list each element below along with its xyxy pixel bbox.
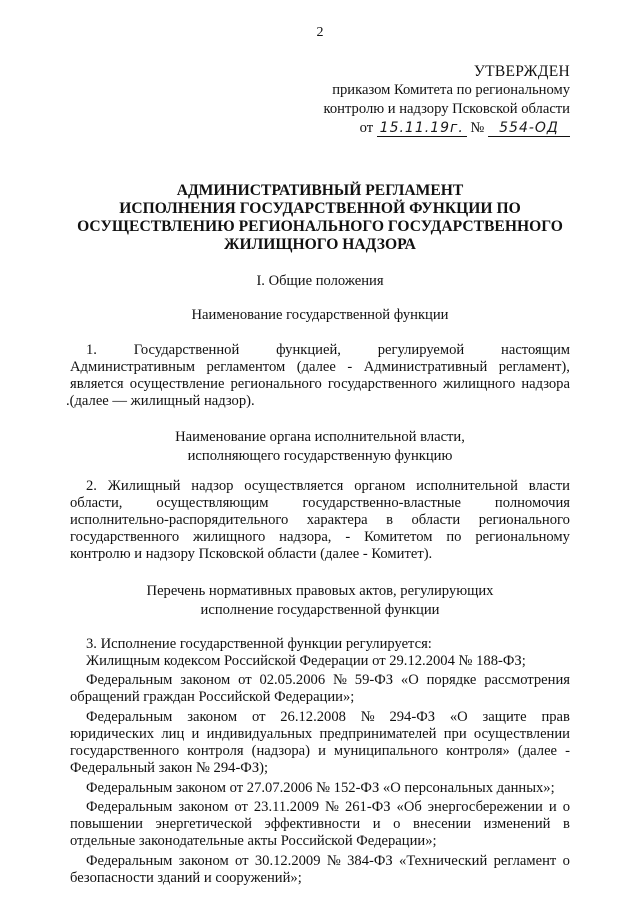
word: «Технический	[399, 853, 488, 869]
paragraph-last-line: обращений граждан Российской Федерации»;	[70, 689, 355, 705]
word: власти	[528, 478, 570, 494]
word: от	[251, 709, 266, 725]
approval-line-1: приказом Комитета по региональному	[332, 82, 570, 98]
approval-number-handwritten: 554-ОД	[499, 120, 559, 136]
word: контроля»	[446, 743, 510, 759]
law-item	[70, 799, 570, 850]
approval-date-number-line	[290, 119, 570, 138]
title-line: АДМИНИСТРАТИВНЫЙ РЕГЛАМЕНТ	[176, 182, 464, 199]
word: «О	[400, 672, 419, 688]
word: жилищного	[193, 529, 266, 545]
approval-header: УТВЕРЖДЕН	[473, 63, 570, 80]
title-line: ИСПОЛНЕНИЯ ГОСУДАРСТВЕННОЙ ФУНКЦИИ ПО	[119, 200, 521, 217]
word: регламентом	[206, 359, 286, 375]
subsection-title-line: Наименование органа исполнительной власти,	[175, 429, 465, 445]
word: №	[360, 709, 375, 725]
word: регламент	[493, 853, 557, 869]
word: (надзора)	[251, 743, 311, 759]
word: 1.	[86, 342, 97, 358]
word: региональному	[475, 529, 570, 545]
word: Комитетом	[364, 529, 433, 545]
section-title: I. Общие положения	[256, 273, 384, 289]
law-item: Федеральным законом от 27.07.2006 № 152-ФЗ «О персональных данных»;	[86, 780, 555, 796]
number-prefix: №	[470, 120, 485, 136]
word: «Об	[396, 799, 422, 815]
word: государственно-властные	[302, 495, 461, 511]
word: 23.11.2009	[253, 799, 319, 815]
word: осуществление	[129, 376, 225, 392]
word: регионального	[478, 512, 570, 528]
title-line: ОСУЩЕСТВЛЕНИЮ РЕГИОНАЛЬНОГО ГОСУДАРСТВЕННОГО	[77, 218, 563, 235]
word: жилищного	[443, 376, 516, 392]
word: характера	[306, 512, 368, 528]
word: исполнительно-распорядительного	[70, 512, 289, 528]
justified-line	[70, 529, 570, 546]
word: государственного	[70, 529, 180, 545]
justified-line	[70, 672, 570, 689]
word: 59-ФЗ	[354, 672, 394, 688]
word: 384-ФЗ	[347, 853, 393, 869]
word: регулируемой	[377, 342, 465, 358]
justified-line	[70, 359, 570, 376]
word: -	[345, 529, 351, 545]
justified-line	[70, 376, 570, 393]
word: о	[393, 816, 401, 832]
word: полномочия	[494, 495, 570, 511]
word: законом	[178, 799, 229, 815]
word: исполнительной	[416, 478, 518, 494]
word: (далее	[517, 743, 558, 759]
word: повышении	[70, 816, 143, 832]
word: от	[238, 672, 252, 688]
justified-line	[70, 853, 570, 870]
word: Административный	[363, 359, 488, 375]
word: является	[70, 376, 124, 392]
word: настоящим	[501, 342, 570, 358]
word: о	[562, 799, 570, 815]
word: надзора,	[279, 529, 332, 545]
law-item: Жилищным кодексом Российской Федерации от 29.12.2004 № 188-ФЗ;	[86, 653, 526, 669]
word: и	[191, 726, 200, 742]
word: и	[372, 816, 381, 832]
word: внесении	[412, 816, 472, 832]
subsection-title: Наименование государственной функции	[191, 307, 449, 323]
justified-line	[70, 816, 570, 833]
subsection-title-line: Перечень нормативных правовых актов, регулирующих	[146, 583, 494, 599]
word: (далее	[296, 359, 336, 375]
document-title	[60, 182, 580, 254]
word: области	[411, 512, 461, 528]
word: №	[325, 799, 339, 815]
word: прав	[541, 709, 570, 725]
word: №	[332, 672, 347, 688]
subsection-title-line: исполняющего государственную функцию	[187, 448, 453, 464]
word: юридических	[70, 726, 155, 742]
word: изменений	[483, 816, 551, 832]
list-intro: 3. Исполнение государственной функции регулируется:	[86, 636, 432, 652]
word: законом	[178, 853, 229, 869]
word: лиц	[161, 726, 185, 742]
word: 26.12.2008	[280, 709, 346, 725]
word: законом	[180, 672, 231, 688]
approval-line-2: контролю и надзору Псковской области	[323, 101, 570, 117]
word: области,	[70, 495, 123, 511]
approval-stamp	[290, 62, 570, 138]
word: о	[562, 853, 570, 869]
word: Федеральным	[86, 672, 173, 688]
word: муниципального	[333, 743, 439, 759]
subsection-title-line: исполнение государственной функции	[200, 602, 440, 618]
paragraph-last-line: контролю и надзору Псковской области (далее - Комитет).	[70, 546, 433, 562]
word: контроля	[187, 743, 244, 759]
word: Административным	[70, 359, 195, 375]
justified-line	[70, 512, 570, 529]
word: Федеральным	[86, 709, 173, 725]
paragraph-last-line: отдельные законодательные акты Российской Федерации»;	[70, 833, 437, 849]
word: рассмотрения	[484, 672, 570, 688]
word: от	[234, 799, 248, 815]
word: в	[386, 512, 393, 528]
word: №	[326, 853, 341, 869]
word: осуществлении	[473, 726, 570, 742]
word: Федеральным	[86, 799, 173, 815]
word: 30.12.2009	[254, 853, 321, 869]
section-heading	[60, 272, 580, 291]
paragraph-3	[70, 636, 570, 887]
word: порядке	[426, 672, 477, 688]
word: Государственной	[133, 342, 240, 358]
word: Федеральным	[86, 853, 173, 869]
word: надзора	[521, 376, 570, 392]
word: и	[548, 799, 557, 815]
word: эффективности	[264, 816, 361, 832]
date-prefix: от	[359, 120, 374, 136]
word: предпринимателей	[319, 726, 437, 742]
word: 02.05.2006	[259, 672, 326, 688]
word: 294-ФЗ	[389, 709, 436, 725]
justified-line	[70, 342, 570, 359]
paragraph-last-line: Федеральный закон № 294-ФЗ);	[70, 760, 269, 776]
title-line: ЖИЛИЩНОГО НАДЗОРА	[224, 236, 416, 253]
word: защите	[482, 709, 527, 725]
word: по	[446, 529, 462, 545]
word: энергетической	[155, 816, 252, 832]
approval-number-field	[488, 121, 570, 137]
justified-line	[70, 726, 570, 743]
word: «О	[449, 709, 468, 725]
word: регионального	[230, 376, 322, 392]
word: Жилищный	[107, 478, 181, 494]
justified-line	[70, 709, 570, 726]
word: 261-ФЗ	[344, 799, 391, 815]
justified-line	[70, 799, 570, 816]
word: при	[443, 726, 467, 742]
subsection-heading-1	[60, 306, 580, 325]
law-item	[70, 853, 570, 887]
word: 2.	[86, 478, 97, 494]
justified-line	[70, 495, 570, 512]
subsection-heading-2	[60, 428, 580, 466]
word: -	[565, 743, 570, 759]
page-number: 2	[316, 25, 324, 40]
word: регламент),	[498, 359, 570, 375]
word: от	[235, 853, 249, 869]
word: осуществляющим	[156, 495, 269, 511]
paragraph-last-line: безопасности зданий и сооружений»;	[70, 870, 302, 886]
word: в	[563, 816, 570, 832]
word: государственного	[327, 376, 437, 392]
word: индивидуальных	[206, 726, 313, 742]
paragraph-last-line: .(далее — жилищный надзор).	[66, 393, 255, 409]
paragraph-2	[70, 478, 570, 563]
word: энергосбережении	[427, 799, 543, 815]
word: осуществляется	[244, 478, 344, 494]
word: государственного	[70, 743, 180, 759]
word: и	[318, 743, 326, 759]
word: органом	[354, 478, 406, 494]
word: функцией,	[276, 342, 341, 358]
word: надзор	[191, 478, 234, 494]
subsection-heading-3	[60, 582, 580, 620]
law-item	[70, 709, 570, 777]
paragraph-1	[66, 342, 570, 410]
word: законом	[187, 709, 238, 725]
law-item	[70, 672, 570, 706]
word: -	[347, 359, 353, 375]
approval-date-handwritten: 15.11.19г.	[379, 120, 464, 136]
justified-line	[70, 478, 570, 495]
approval-date-field	[377, 121, 467, 137]
justified-line	[70, 743, 570, 760]
